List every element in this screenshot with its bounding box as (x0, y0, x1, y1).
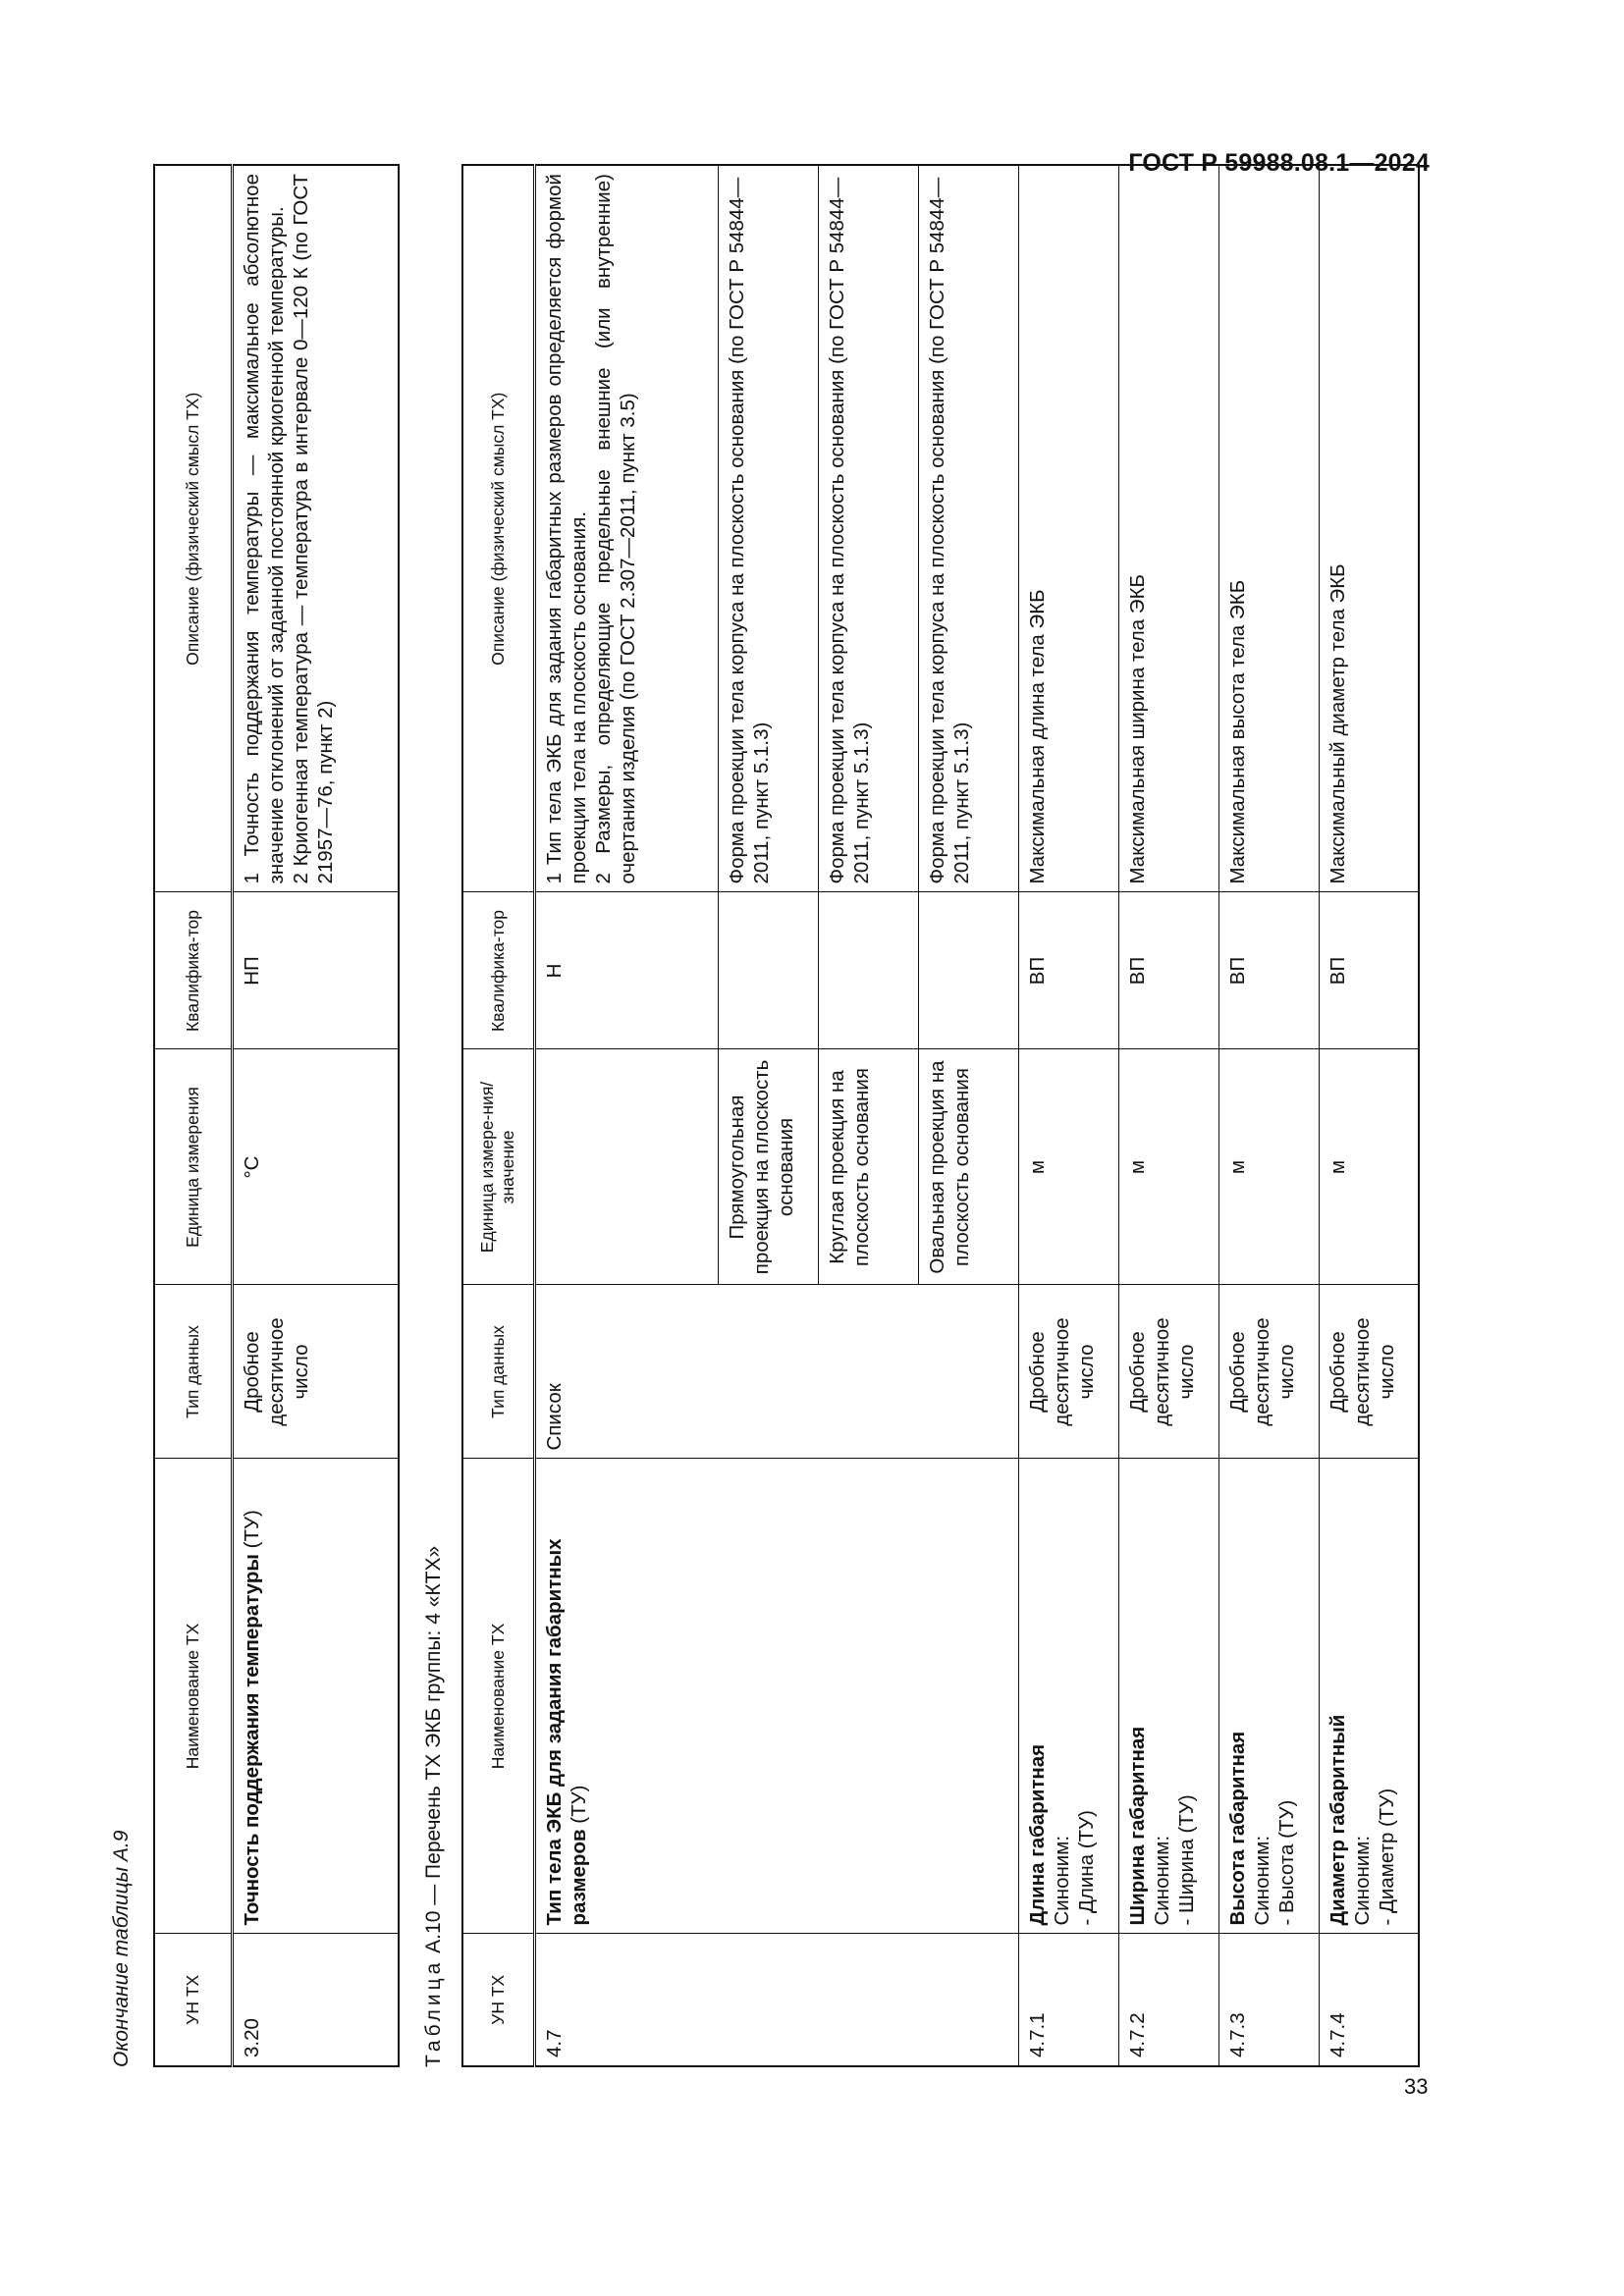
col-header-type: Тип данных (154, 1285, 232, 1459)
col-header-unit: Единица измере-ния/значение (462, 1049, 534, 1285)
col-header-name: Наименование ТХ (154, 1459, 232, 1934)
col-header-type: Тип данных (462, 1285, 534, 1459)
col-header-code: УН ТХ (462, 1934, 534, 2066)
col-header-unit: Единица измерения (154, 1049, 232, 1285)
cell-name: Длина габаритная Синоним: - Длина (ТУ) (1018, 1459, 1118, 1934)
cell-qualifier: ВП (1118, 892, 1218, 1049)
cell-type: Дробное десятичное число (1018, 1285, 1118, 1459)
cell-type: Дробное десятичное число (1218, 1285, 1319, 1459)
cell-unit: м (1319, 1049, 1419, 1285)
cell-qualifier: Н (534, 892, 718, 1049)
standard-header: ГОСТ Р 59988.08.1—2024 (1128, 149, 1430, 177)
cell-description: Форма проекции тела корпуса на плоскость основания (по ГОСТ Р 54844—2011, пункт 5.1.3) (718, 165, 818, 892)
cell-description: Форма проекции тела корпуса на плоскость основания (по ГОСТ Р 54844—2011, пункт 5.1.3) (818, 165, 918, 892)
table-a9 (153, 164, 400, 2067)
cell-qualifier (918, 892, 1018, 1049)
col-header-name: Наименование ТХ (462, 1459, 534, 1934)
cell-qualifier: ВП (1319, 892, 1419, 1049)
cell-description: Максимальная ширина тела ЭКБ (1118, 165, 1218, 892)
cell-type: Дробное десятичное число (1118, 1285, 1218, 1459)
cell-code: 3.20 (232, 1934, 399, 2066)
col-header-description: Описание (физический смысл ТХ) (154, 165, 232, 892)
cell-type: Дробное десятичное число (1319, 1285, 1419, 1459)
table-row (232, 165, 399, 2066)
cell-qualifier: ВП (1218, 892, 1319, 1049)
cell-unit: м (1018, 1049, 1118, 1285)
cell-qualifier: ВП (1018, 892, 1118, 1049)
cell-description: Максимальная высота тела ЭКБ (1218, 165, 1319, 892)
cell-unit (534, 1049, 718, 1285)
table-row (1018, 165, 1118, 2066)
cell-code: 4.7.2 (1118, 1934, 1218, 2066)
cell-value: Прямоугольная проекция на плоскость основания (718, 1049, 818, 1285)
cell-value: Овальная проекция на плоскость основания (918, 1049, 1018, 1285)
cell-description: Максимальный диаметр тела ЭКБ (1319, 165, 1419, 892)
cell-name: Точность поддержания температуры (ТУ) (232, 1459, 399, 1934)
table-row (1319, 165, 1419, 2066)
cell-name: Ширина габаритная Синоним: - Ширина (ТУ) (1118, 1459, 1218, 1934)
cell-description: 1 Точность поддержания температуры — максимальное абсолютное значение отклонений от заданной постоянной криогенной температуры. 2 Криогенная температура — температура в интервале 0—120 К (по ГОСТ 21957—76, пункт 2) (232, 165, 399, 892)
page-number: 33 (1404, 2074, 1429, 2099)
cell-name: Тип тела ЭКБ для задания габаритных размеров (ТУ) (534, 1459, 1018, 1934)
cell-type: Дробное десятичное число (232, 1285, 399, 1459)
col-header-description: Описание (физический смысл ТХ) (462, 165, 534, 892)
cell-qualifier (818, 892, 918, 1049)
cell-description: Максимальная длина тела ЭКБ (1018, 165, 1118, 892)
cell-name: Высота габаритная Синоним: - Высота (ТУ) (1218, 1459, 1319, 1934)
table-row (1118, 165, 1218, 2066)
table-row (1218, 165, 1319, 2066)
table-row (534, 165, 718, 2066)
col-header-code: УН ТХ (154, 1934, 232, 2066)
table-a10-caption: Таблица А.10 — Перечень ТХ ЭКБ группы: 4 «КТХ» (422, 1545, 445, 2067)
col-header-qualifier: Квалифика-тор (462, 892, 534, 1049)
cell-unit: °C (232, 1049, 399, 1285)
cell-code: 4.7.4 (1319, 1934, 1419, 2066)
cell-code: 4.7 (534, 1934, 1018, 2066)
cell-unit: м (1118, 1049, 1218, 1285)
cell-description: 1 Тип тела ЭКБ для задания габаритных размеров определяется формой проекции тела на плоскость основания. 2 Размеры, определяющие предельные внешние (или внутренние) очертания изделия (по ГОСТ 2.307—2011, пункт 3.5) (534, 165, 718, 892)
cell-type: Список (534, 1285, 1018, 1459)
cell-code: 4.7.3 (1218, 1934, 1319, 2066)
cell-description: Форма проекции тела корпуса на плоскость основания (по ГОСТ Р 54844—2011, пункт 5.1.3) (918, 165, 1018, 892)
rotated-content (110, 16, 1435, 2067)
table-a10 (461, 164, 1420, 2067)
cell-qualifier: НП (232, 892, 399, 1049)
cell-code: 4.7.1 (1018, 1934, 1118, 2066)
table-a9-continuation-caption: Окончание таблицы А.9 (110, 1830, 133, 2067)
cell-value: Круглая проекция на плоскость основания (818, 1049, 918, 1285)
cell-name: Диаметр габаритный Синоним: - Диаметр (ТУ) (1319, 1459, 1419, 1934)
cell-qualifier (718, 892, 818, 1049)
col-header-qualifier: Квалифика-тор (154, 892, 232, 1049)
cell-unit: м (1218, 1049, 1319, 1285)
